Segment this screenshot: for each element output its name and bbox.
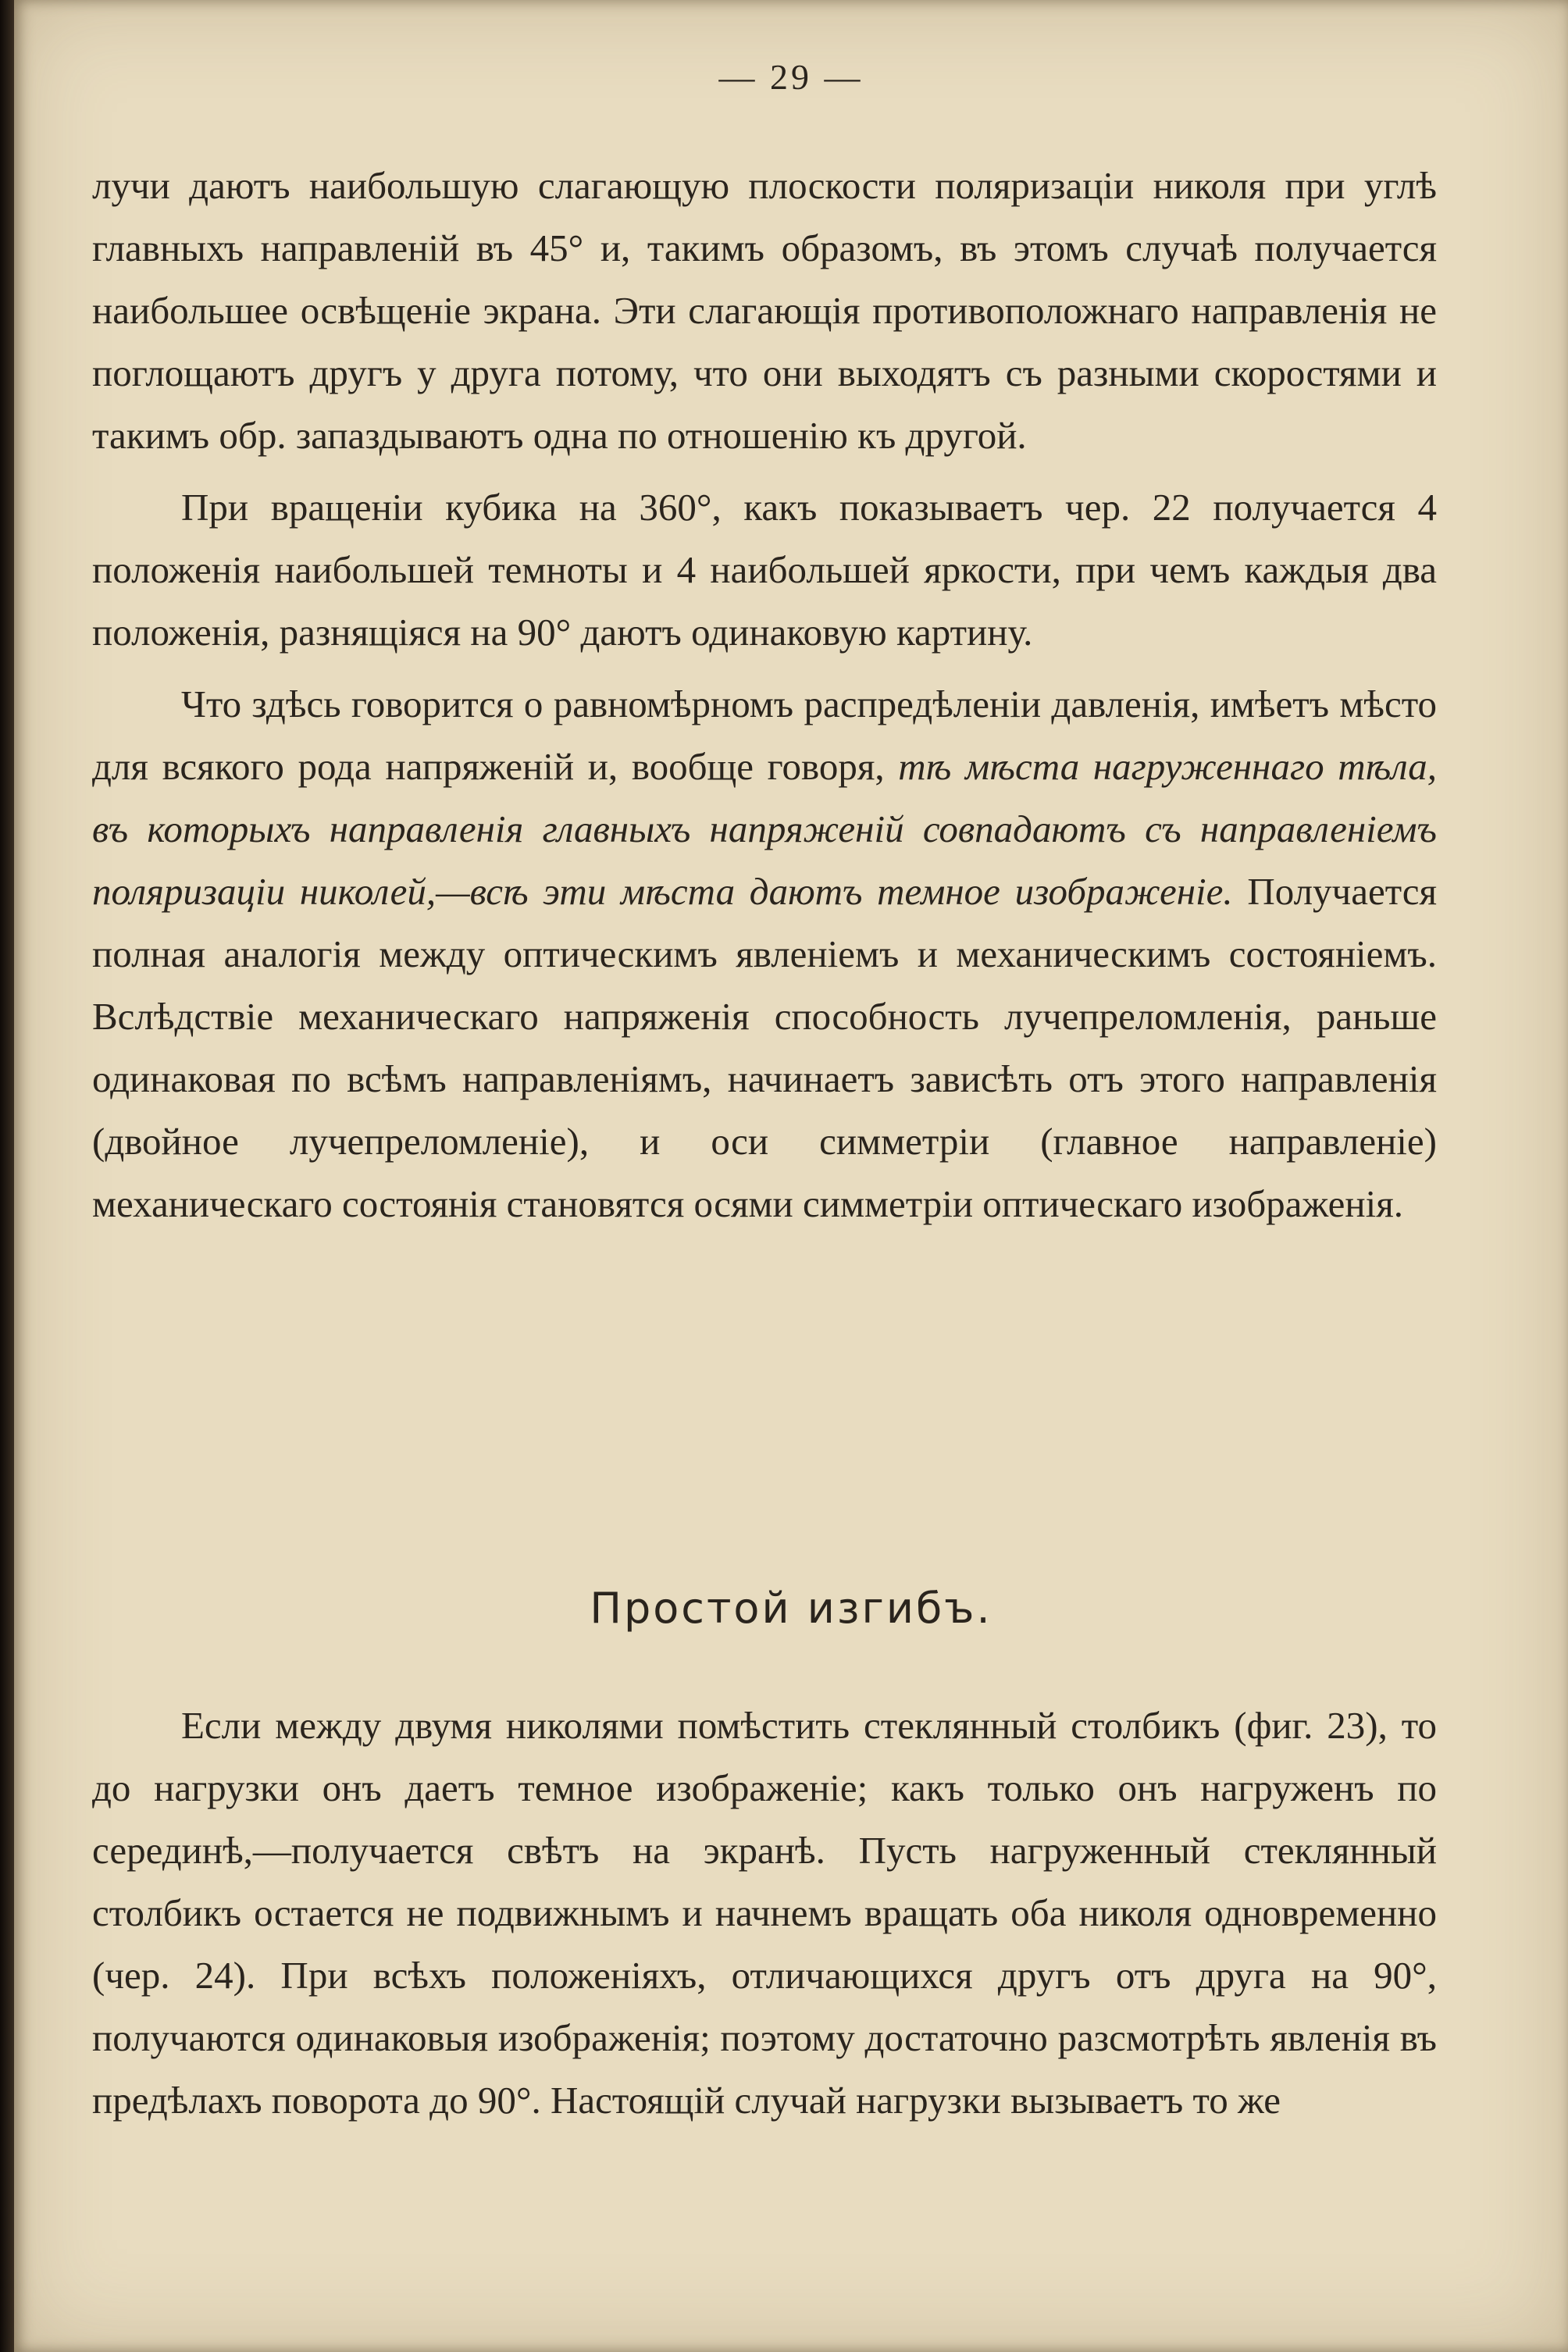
paragraph-1: лучи даютъ наибольшую слагающую плоскости поляризаціи николя при углѣ главныхъ направленій въ 45° и, такимъ образомъ, въ этомъ случаѣ получается наибольшее освѣщеніе экрана. Эти слагающія противоположнаго направленія не поглощаютъ другъ у друга потому, что они выходятъ съ разными скоростями и такимъ обр. запаздываютъ одна по отношенію къ другой. [92,164,1437,457]
paragraph-3 [92,673,1437,1235]
paragraph-3-italic: тѣ мѣста нагруженнаго тѣла, въ которыхъ направленія главныхъ напряженій совпадаютъ съ направленіемъ поляризаціи николей,—всѣ эти мѣста даютъ темное изображеніе. [92,745,1437,913]
section-body [92,1695,1437,2132]
paragraph-3-start: Что здѣсь говорится о равномѣрномъ распредѣленіи давленія, имѣетъ мѣсто для всякого рода напряженій и, вообще говоря, [92,682,1437,788]
page-number: — 29 — [718,57,864,97]
paragraph-3-end: Получается полная аналогія между оптическимъ явленіемъ и механическимъ состояніемъ. Вслѣдствіе механическаго напряженія способность лучепреломленія, раньше одинаковая по всѣмъ направленіямъ, начинаетъ зависѣть отъ этого направленія (двойное лучепреломленіе), и оси симметріи (главное направленіе) механическаго состоянія становятся осями симметріи оптическаго изображенія. [92,870,1437,1225]
paragraph-2: При вращеніи кубика на 360°, какъ показываетъ чер. 22 получается 4 положенія наибольшей темноты и 4 наибольшей яркости, при чемъ каждыя два положенія, разнящіяся на 90° даютъ одинаковую картину. [92,486,1437,654]
section-paragraph-1: Если между двумя николями помѣстить стеклянный столбикъ (фиг. 23), то до нагрузки онъ даетъ темное изображеніе; какъ только онъ нагруженъ по серединѣ,—получается свѣтъ на экранѣ. Пусть нагруженный стеклянный столбикъ остается не подвижнымъ и начнемъ вращать оба николя одновременно (чер. 24). При всѣхъ положеніяхъ, отличающихся другъ отъ друга на 90°, получаются одинаковыя изображенія; поэтому достаточно разсмотрѣть явленія въ предѣлахъ поворота до 90°. Настоящій случай нагрузки вызываетъ то же [92,1704,1437,2122]
body-text [92,155,1437,1235]
book-page [14,0,1568,2352]
book-spine [0,0,14,2352]
section-heading: Простой изгибъ. [590,1584,992,1633]
